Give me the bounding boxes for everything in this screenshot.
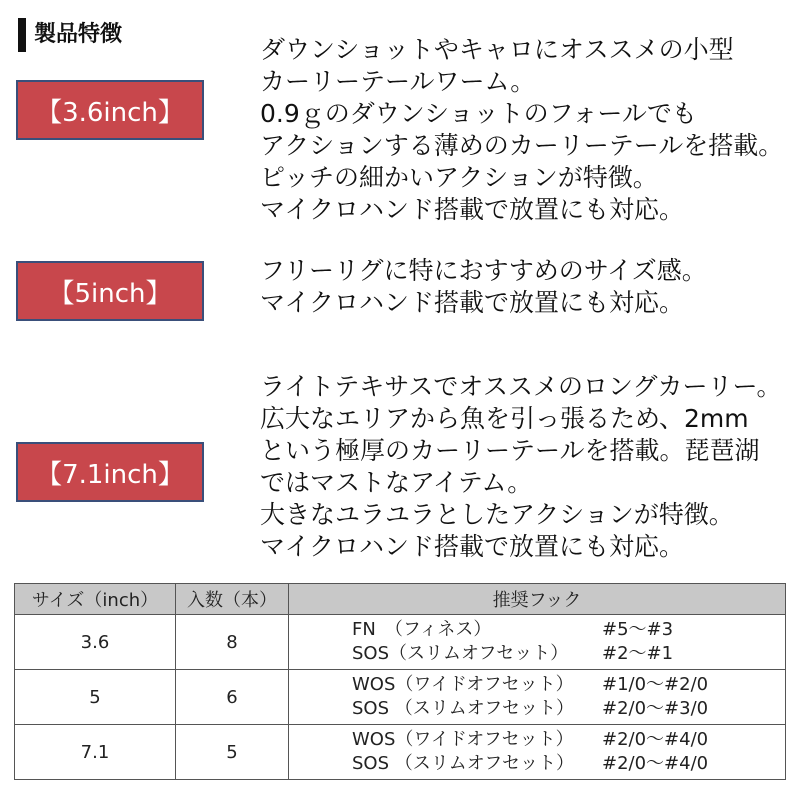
- hook-name: WOS（ワイドオフセット）: [352, 674, 574, 695]
- description-line: カーリーテールワーム。: [260, 67, 536, 96]
- hook-name: SOS（スリムオフセット）: [352, 643, 569, 664]
- table-row: [15, 615, 786, 670]
- header-size: サイズ（inch）: [15, 584, 176, 615]
- hook-name: SOS （スリムオフセット）: [352, 753, 575, 774]
- hook-line: [289, 728, 785, 752]
- description-line: アクションする薄めのカーリーテールを搭載。: [260, 131, 784, 160]
- description-line: フリーリグに特におすすめのサイズ感。: [260, 256, 707, 285]
- description-line: ライトテキサスでオススメのロングカーリー。: [260, 372, 782, 401]
- hook-line: [289, 618, 785, 642]
- description-7-1: [260, 371, 782, 563]
- cell-size: 7.1: [15, 725, 176, 780]
- table-header-row: [15, 584, 786, 615]
- hook-range: #2/0～#3/0: [602, 698, 709, 719]
- size-label-3-6: 【3.6inch】: [16, 80, 204, 140]
- hook-line: [289, 642, 785, 666]
- size-label-5: 【5inch】: [16, 261, 204, 321]
- hook-name: FN （フィネス）: [352, 619, 492, 640]
- description-line: 広大なエリアから魚を引っ張るため、2mm: [260, 404, 749, 433]
- description-line: ピッチの細かいアクションが特徴。: [260, 163, 658, 192]
- cell-count: 6: [176, 670, 289, 725]
- heading-accent-bar: [18, 18, 26, 52]
- description-line: マイクロハンド搭載で放置にも対応。: [260, 288, 685, 317]
- cell-size: 5: [15, 670, 176, 725]
- description-line: という極厚のカーリーテールを搭載。琵琶湖: [260, 436, 760, 465]
- description-3-6: [260, 34, 783, 226]
- description-5: [260, 255, 707, 319]
- description-line: マイクロハンド搭載で放置にも対応。: [260, 532, 685, 561]
- hook-line: [289, 752, 785, 776]
- table-row: [15, 725, 786, 780]
- hook-name: WOS（ワイドオフセット）: [352, 729, 574, 750]
- hook-range: #1/0～#2/0: [602, 674, 709, 695]
- description-line: 0.9ｇのダウンショットのフォールでも: [260, 99, 697, 128]
- description-line: ダウンショットやキャロにオススメの小型: [260, 35, 734, 64]
- description-line: ではマストなアイテム。: [260, 468, 533, 497]
- hook-name: SOS （スリムオフセット）: [352, 698, 575, 719]
- hook-range: #2/0～#4/0: [602, 753, 709, 774]
- header-count: 入数（本）: [176, 584, 289, 615]
- spec-table: [14, 583, 786, 780]
- hook-range: #5～#3: [602, 619, 674, 640]
- cell-hooks: [289, 725, 786, 780]
- cell-count: 5: [176, 725, 289, 780]
- size-label-7-1: 【7.1inch】: [16, 442, 204, 502]
- description-line: マイクロハンド搭載で放置にも対応。: [260, 195, 685, 224]
- cell-size: 3.6: [15, 615, 176, 670]
- cell-hooks: [289, 670, 786, 725]
- cell-count: 8: [176, 615, 289, 670]
- cell-hooks: [289, 615, 786, 670]
- header-hook: 推奨フック: [289, 584, 786, 615]
- hook-range: #2～#1: [602, 643, 674, 664]
- hook-line: [289, 673, 785, 697]
- table-row: [15, 670, 786, 725]
- hook-range: #2/0～#4/0: [602, 729, 709, 750]
- hook-line: [289, 697, 785, 721]
- description-line: 大きなユラユラとしたアクションが特徴。: [260, 500, 734, 529]
- page-title: 製品特徴: [34, 22, 123, 47]
